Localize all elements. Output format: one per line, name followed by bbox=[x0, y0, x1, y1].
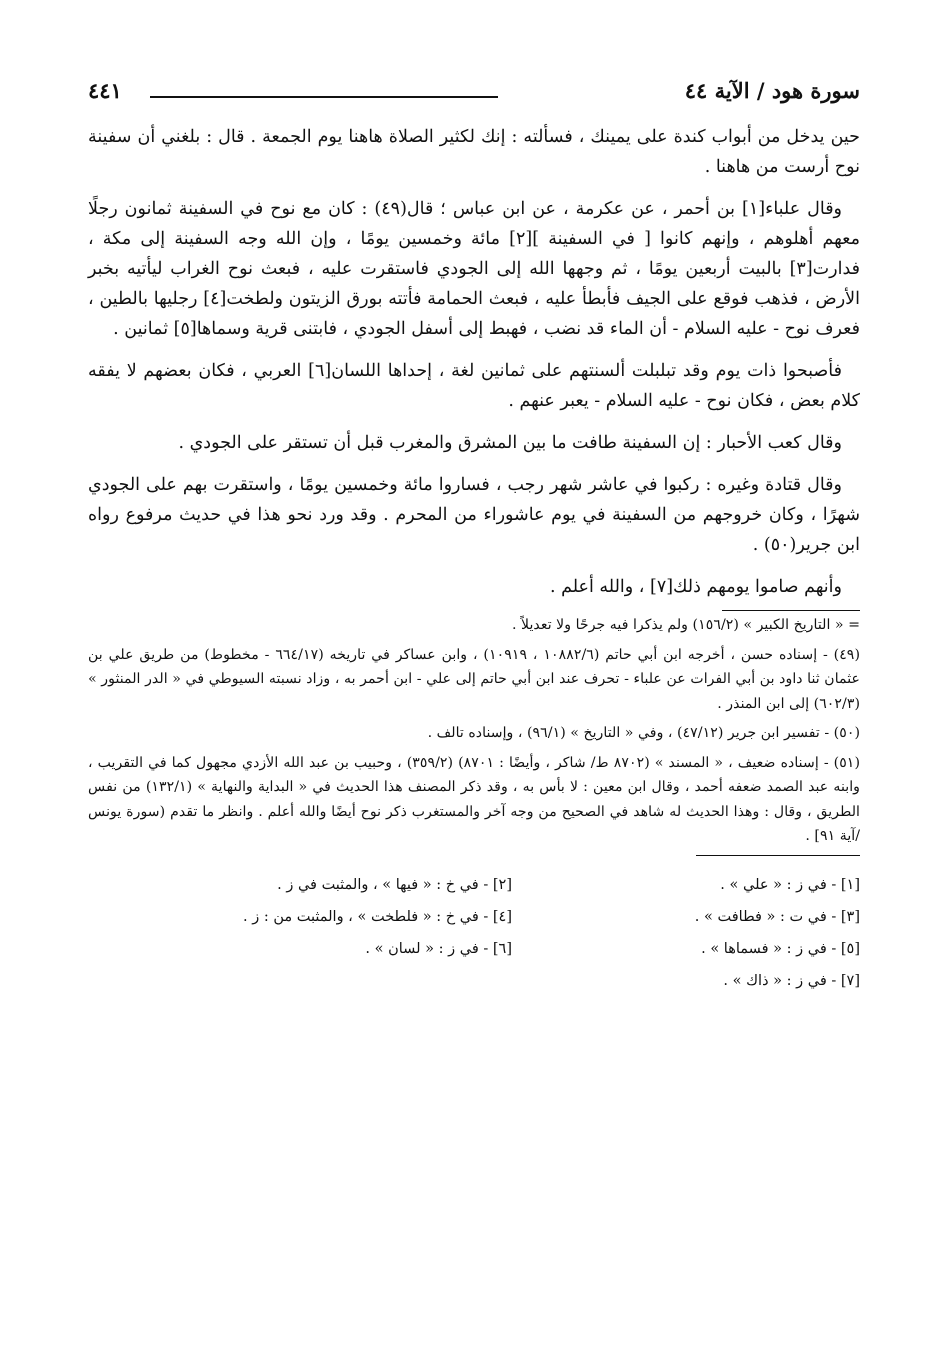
paragraph: فأصبحوا ذات يوم وقد تبلبلت ألسنتهم على ثمانين لغة ، إحداها اللسان[٦] العربي ، فكان بعضهم لا يفقه كلام بعض ، فكان نوح - عليه السلام - يعبر عنهم . bbox=[88, 361, 860, 411]
footnote: (٤٩) - إسناده حسن ، أخرجه ابن أبي حاتم (١٠٨٨٢/٦ ، ١٠٩١٩) ، وابن عساكر في تاريخه (٦٦٤/١٧ - مخطوط) من طريق علي بن عثمان ثنا داود بن أبي الفرات عن علباء - تحرف عند ابن أبي حاتم إلى علي - ابن أحمر به ، وزاد نسبته السيوطي في « الدر المنثور » (٦٠٢/٣) إلى ابن المنذر . bbox=[88, 646, 860, 712]
footnote-separator bbox=[722, 610, 860, 611]
variant-note: [٤] - في خ : « فلطخت » ، والمثبت من : ز . bbox=[243, 908, 512, 925]
paragraph: وقال قتادة وغيره : ركبوا في عاشر شهر رجب ، فساروا مائة وخمسين يومًا ، واستقرت بهم على الجودي شهرًا ، وكان خروجهم من السفينة في يوم عاشوراء من المحرم . وقد ورد نحو هذا في حديث مرفوع رواه ابن جرير(٥٠) . bbox=[88, 475, 860, 555]
variant-note: [٦] - في ز : « لسان » . bbox=[365, 940, 512, 957]
page-number: ٤٤١ bbox=[88, 78, 122, 103]
footnote: (٥٠) - تفسير ابن جرير (٤٧/١٢) ، وفي « التاريخ » (٩٦/١) ، وإسناده تالف . bbox=[427, 725, 860, 741]
variant-note: [٧] - في ز : « ذاك » . bbox=[723, 972, 860, 989]
main-text bbox=[88, 122, 860, 602]
variants-separator bbox=[696, 855, 860, 856]
running-header bbox=[88, 78, 860, 122]
footnote: (٥١) - إسناده ضعيف ، « المسند » (٨٧٠٢ ط/ شاكر ، وأيضًا : ٨٧٠١) (٣٥٩/٢) ، وحبيب بن عبد الله الأزدي مجهول كما في التقريب ، وابنه عبد الصمد ضعفه أحمد ، وقال ابن معين : لا بأس به ، وقد ذكر المصنف هذا الحديث في « البداية والنهاية » (١٣٢/١) من نفس الطريق ، وقال : وهذا الحديث له شاهد في الصحيح من وجه آخر والمستغرب ذكر نوح أيضًا والله أعلم . وانظر ما تقدم (سورة يونس /آية ٩١] . bbox=[88, 754, 860, 844]
running-title: سورة هود / الآية ٤٤ bbox=[684, 78, 860, 103]
manuscript-variants bbox=[88, 872, 860, 994]
variant-note: [١] - في ز : « علي » . bbox=[720, 876, 860, 893]
paragraph: وأنهم صاموا يومهم ذلك[٧] ، والله أعلم . bbox=[549, 577, 842, 597]
header-rule bbox=[150, 96, 498, 98]
footnote-continuation: = « التاريخ الكبير » (١٥٦/٢) ولم يذكرا فيه جرحًا ولا تعديلاً . bbox=[511, 617, 860, 633]
paragraph: وقال علباء[١] بن أحمر ، عن عكرمة ، عن ابن عباس ؛ قال(٤٩) : كان مع نوح في السفينة ثمانون رجلًا معهم أهلوهم ، وإنهم كانوا [ في السفينة ][٢] مائة وخمسين يومًا ، وإن الله وجه السفينة إلى مكة ، فدارت[٣] بالبيت أربعين يومًا ، ثم وجهها الله إلى الجودي فاستقرت عليه ، فبعث نوح الغراب ليأتيه بخبر الأرض ، فذهب فوقع على الجيف فأبطأ عليه ، فبعث الحمامة فأتته بورق الزيتون ولطخت[٤] رجليها بالطين ، فعرف نوح - عليه السلام - أن الماء قد نضب ، فهبط إلى أسفل الجودي ، فابتنى قرية وسماها[٥] ثمانين . bbox=[88, 199, 860, 339]
paragraph: وقال كعب الأحبار : إن السفينة طافت ما بين المشرق والمغرب قبل أن تستقر على الجودي . bbox=[178, 433, 842, 453]
variant-note: [٣] - في ت : « فطافت » . bbox=[694, 908, 860, 925]
variant-note: [٥] - في ز : « فسماها » . bbox=[701, 940, 860, 957]
footnotes bbox=[88, 613, 860, 849]
paragraph: حين يدخل من أبواب كندة على يمينك ، فسألته : إنك لكثير الصلاة هاهنا يوم الجمعة . قال : بلغني أن سفينة نوح أرست من هاهنا . bbox=[88, 127, 860, 177]
page bbox=[88, 78, 860, 994]
variant-note: [٢] - في خ : « فيها » ، والمثبت في ز . bbox=[277, 876, 512, 893]
